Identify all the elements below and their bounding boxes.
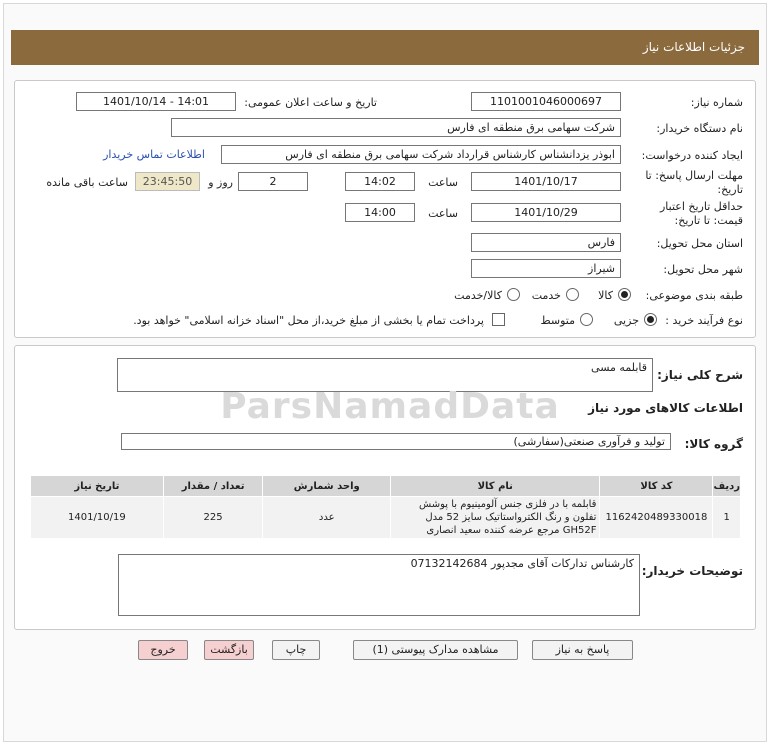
goods-info-title: اطلاعات کالاهای مورد نیاز — [588, 401, 743, 415]
treasury-payment-checkbox[interactable] — [492, 313, 505, 326]
cell-date: 1401/10/19 — [31, 497, 164, 539]
buyer-notes-label: توضیحات خریدار: — [641, 564, 743, 578]
treasury-payment-note: پرداخت تمام یا بخشی از مبلغ خرید،از محل "اسناد خزانه اسلامی" خواهد بود. — [133, 314, 484, 327]
validity-label: حداقل تاریخ اعتبار — [659, 200, 743, 213]
page-header — [11, 30, 759, 65]
announce-label: تاریخ و ساعت اعلان عمومی: — [244, 96, 377, 109]
validity-time-label: ساعت — [428, 207, 458, 220]
time-remaining-field: 23:45:50 — [135, 172, 200, 191]
creator-field: ابوذر یزدانشناس کارشناس قرارداد شرکت سهامی برق منطقه ای فارس — [221, 145, 621, 164]
need-details-panel — [14, 345, 756, 630]
validity-date-field: 1401/10/29 — [471, 203, 621, 222]
col-name: نام کالا — [391, 476, 600, 497]
days-remaining-field: 2 — [238, 172, 308, 191]
col-date: تاریخ نیاز — [31, 476, 164, 497]
cell-row: 1 — [713, 497, 741, 539]
city-label: شهر محل تحویل: — [663, 263, 743, 276]
category-radio-goods-service[interactable] — [507, 288, 520, 301]
need-info-panel — [14, 80, 756, 338]
cell-code: 1162420489330018 — [600, 497, 713, 539]
deadline-label: مهلت ارسال پاسخ: تا — [645, 169, 743, 182]
announce-date-field: 1401/10/14 - 14:01 — [76, 92, 236, 111]
reply-button[interactable]: پاسخ به نیاز — [532, 640, 633, 660]
goods-group-label: گروه کالا: — [684, 437, 743, 451]
goods-group-field: تولید و فرآوری صنعتی(سفارشی) — [121, 433, 671, 450]
exit-button[interactable]: خروج — [138, 640, 188, 660]
province-field: فارس — [471, 233, 621, 252]
process-option-minor: جزیی — [613, 314, 639, 327]
city-field: شیراز — [471, 259, 621, 278]
goods-table — [30, 475, 741, 539]
category-label: طبقه بندی موضوعی: — [645, 289, 743, 302]
category-radio-service[interactable] — [566, 288, 579, 301]
process-label: نوع فرآیند خرید : — [665, 314, 743, 327]
page-title: جزئیات اطلاعات نیاز — [642, 40, 745, 54]
buyer-notes-field: کارشناس تدارکات آقای مجدپور 07132142684 — [118, 554, 640, 616]
col-qty: تعداد / مقدار — [163, 476, 263, 497]
summary-label: شرح کلی نیاز: — [657, 368, 743, 382]
col-row: ردیف — [713, 476, 741, 497]
watermark: ParsNamadData — [220, 386, 560, 427]
buyer-label: نام دستگاه خریدار: — [656, 122, 743, 135]
time-remaining-label: ساعت باقی مانده — [46, 176, 128, 189]
buyer-contact-link[interactable]: اطلاعات تماس خریدار — [103, 148, 205, 161]
category-option-goods: کالا — [598, 289, 613, 302]
validity-time-field: 14:00 — [345, 203, 415, 222]
need-number-field: 1101001046000697 — [471, 92, 621, 111]
category-radio-goods[interactable] — [618, 288, 631, 301]
cell-unit: عدد — [263, 497, 391, 539]
col-code: کد کالا — [600, 476, 713, 497]
col-unit: واحد شمارش — [263, 476, 391, 497]
table-row — [31, 497, 741, 539]
buyer-field: شرکت سهامی برق منطقه ای فارس — [171, 118, 621, 137]
need-number-label: شماره نیاز: — [690, 96, 743, 109]
creator-label: ایجاد کننده درخواست: — [641, 149, 743, 162]
category-option-service: خدمت — [531, 289, 561, 302]
print-button[interactable]: چاپ — [272, 640, 320, 660]
province-label: استان محل تحویل: — [656, 237, 743, 250]
cell-name: قابلمه با در فلزی جنس آلومینیوم با پوشش تفلون و رنگ الکترواستاتیک سایز 52 مدل GH52F مرجع عرضه کننده سعید انصاری — [391, 497, 600, 539]
category-option-goods-service: کالا/خدمت — [454, 289, 502, 302]
process-radio-medium[interactable] — [580, 313, 593, 326]
validity-label-2: قیمت: تا تاریخ: — [674, 214, 743, 227]
process-option-medium: متوسط — [540, 314, 575, 327]
deadline-time-label: ساعت — [428, 176, 458, 189]
deadline-date-field: 1401/10/17 — [471, 172, 621, 191]
deadline-label-2: تاریخ: — [717, 183, 743, 196]
back-button[interactable]: بازگشت — [204, 640, 254, 660]
summary-field: قابلمه مسی — [117, 358, 653, 392]
attachments-button[interactable]: مشاهده مدارک پیوستی (1) — [353, 640, 518, 660]
days-label: روز و — [208, 176, 233, 189]
cell-qty: 225 — [163, 497, 263, 539]
deadline-time-field: 14:02 — [345, 172, 415, 191]
goods-table-header — [31, 476, 741, 497]
process-radio-minor[interactable] — [644, 313, 657, 326]
